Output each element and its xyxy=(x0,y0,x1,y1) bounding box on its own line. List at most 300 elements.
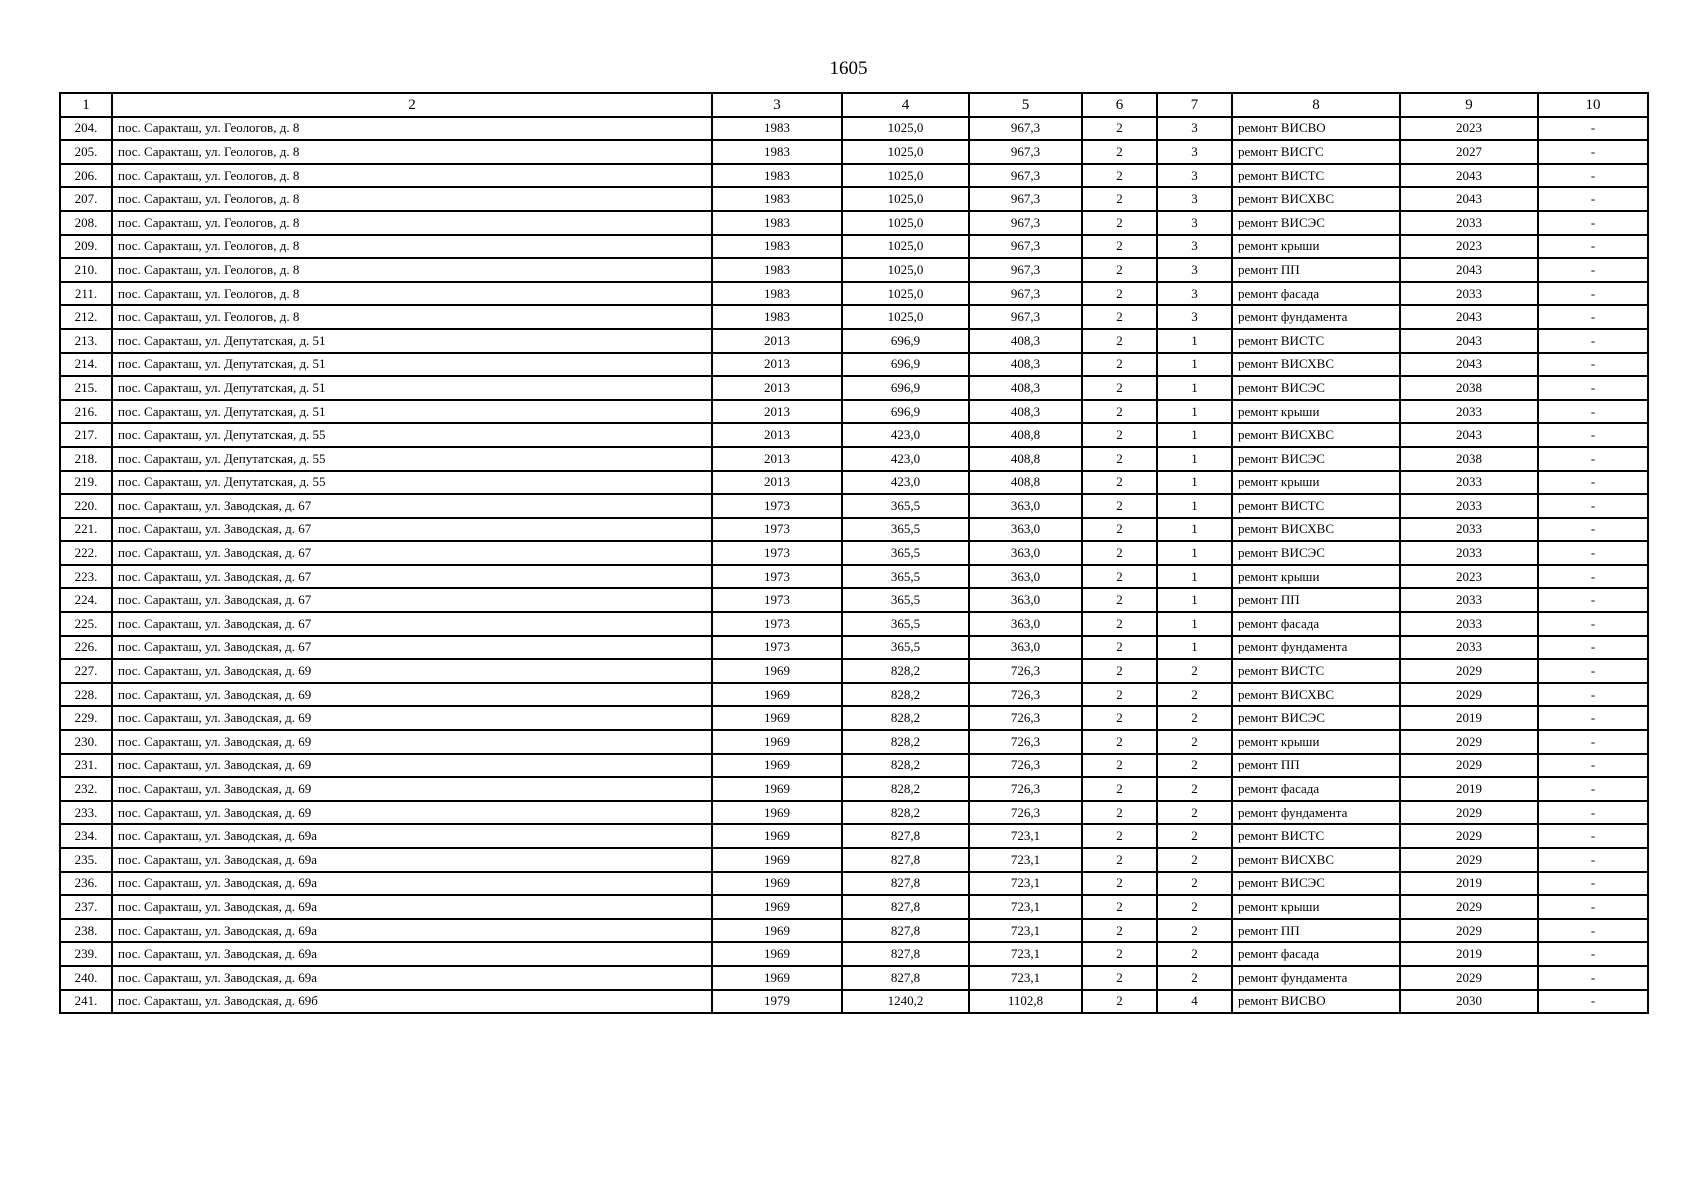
floors-cell: 2 xyxy=(1082,895,1157,919)
entrances-cell: 2 xyxy=(1157,659,1232,683)
row-number: 220. xyxy=(60,494,112,518)
plan-year-cell: 2033 xyxy=(1400,282,1538,306)
plan-year-cell: 2033 xyxy=(1400,211,1538,235)
entrances-cell: 3 xyxy=(1157,187,1232,211)
plan-year-cell: 2019 xyxy=(1400,777,1538,801)
total-area-cell: 1025,0 xyxy=(842,282,969,306)
floors-cell: 2 xyxy=(1082,471,1157,495)
address-cell: пос. Саракташ, ул. Заводская, д. 69 xyxy=(112,730,712,754)
row-number: 216. xyxy=(60,400,112,424)
floors-cell: 2 xyxy=(1082,376,1157,400)
entrances-cell: 3 xyxy=(1157,117,1232,141)
total-area-cell: 828,2 xyxy=(842,730,969,754)
total-area-cell: 423,0 xyxy=(842,423,969,447)
living-area-cell: 408,3 xyxy=(969,353,1082,377)
row-number: 215. xyxy=(60,376,112,400)
entrances-cell: 2 xyxy=(1157,966,1232,990)
address-cell: пос. Саракташ, ул. Заводская, д. 69а xyxy=(112,824,712,848)
note-cell: - xyxy=(1538,400,1648,424)
work-type-cell: ремонт крыши xyxy=(1232,730,1400,754)
entrances-cell: 1 xyxy=(1157,518,1232,542)
living-area-cell: 967,3 xyxy=(969,305,1082,329)
total-area-cell: 365,5 xyxy=(842,636,969,660)
column-header: 10 xyxy=(1538,93,1648,117)
plan-year-cell: 2043 xyxy=(1400,305,1538,329)
plan-year-cell: 2043 xyxy=(1400,164,1538,188)
entrances-cell: 1 xyxy=(1157,636,1232,660)
entrances-cell: 2 xyxy=(1157,683,1232,707)
plan-year-cell: 2019 xyxy=(1400,942,1538,966)
work-type-cell: ремонт ВИСЭС xyxy=(1232,872,1400,896)
row-number: 226. xyxy=(60,636,112,660)
year-cell: 1969 xyxy=(712,824,842,848)
table-row xyxy=(60,423,1648,447)
plan-year-cell: 2033 xyxy=(1400,400,1538,424)
plan-year-cell: 2033 xyxy=(1400,612,1538,636)
floors-cell: 2 xyxy=(1082,706,1157,730)
work-type-cell: ремонт ВИСЭС xyxy=(1232,211,1400,235)
floors-cell: 2 xyxy=(1082,659,1157,683)
total-area-cell: 827,8 xyxy=(842,919,969,943)
total-area-cell: 828,2 xyxy=(842,754,969,778)
total-area-cell: 365,5 xyxy=(842,565,969,589)
year-cell: 1983 xyxy=(712,164,842,188)
entrances-cell: 2 xyxy=(1157,730,1232,754)
work-type-cell: ремонт ВИСЭС xyxy=(1232,706,1400,730)
total-area-cell: 1025,0 xyxy=(842,258,969,282)
address-cell: пос. Саракташ, ул. Заводская, д. 67 xyxy=(112,588,712,612)
year-cell: 1983 xyxy=(712,117,842,141)
table-row xyxy=(60,612,1648,636)
total-area-cell: 423,0 xyxy=(842,471,969,495)
address-cell: пос. Саракташ, ул. Заводская, д. 67 xyxy=(112,541,712,565)
note-cell: - xyxy=(1538,612,1648,636)
living-area-cell: 967,3 xyxy=(969,164,1082,188)
address-cell: пос. Саракташ, ул. Заводская, д. 69а xyxy=(112,966,712,990)
entrances-cell: 2 xyxy=(1157,824,1232,848)
address-cell: пос. Саракташ, ул. Депутатская, д. 55 xyxy=(112,471,712,495)
floors-cell: 2 xyxy=(1082,117,1157,141)
total-area-cell: 1025,0 xyxy=(842,305,969,329)
row-number: 212. xyxy=(60,305,112,329)
floors-cell: 2 xyxy=(1082,258,1157,282)
table-header-row xyxy=(60,93,1648,117)
work-type-cell: ремонт фундамента xyxy=(1232,636,1400,660)
note-cell: - xyxy=(1538,777,1648,801)
living-area-cell: 726,3 xyxy=(969,754,1082,778)
note-cell: - xyxy=(1538,423,1648,447)
entrances-cell: 2 xyxy=(1157,754,1232,778)
plan-year-cell: 2038 xyxy=(1400,447,1538,471)
year-cell: 1969 xyxy=(712,966,842,990)
work-type-cell: ремонт фасада xyxy=(1232,942,1400,966)
table-row xyxy=(60,518,1648,542)
work-type-cell: ремонт ВИСХВС xyxy=(1232,683,1400,707)
plan-year-cell: 2043 xyxy=(1400,258,1538,282)
note-cell: - xyxy=(1538,353,1648,377)
year-cell: 2013 xyxy=(712,329,842,353)
living-area-cell: 723,1 xyxy=(969,966,1082,990)
table-row xyxy=(60,258,1648,282)
year-cell: 2013 xyxy=(712,400,842,424)
address-cell: пос. Саракташ, ул. Геологов, д. 8 xyxy=(112,235,712,259)
total-area-cell: 827,8 xyxy=(842,824,969,848)
note-cell: - xyxy=(1538,518,1648,542)
living-area-cell: 723,1 xyxy=(969,848,1082,872)
note-cell: - xyxy=(1538,966,1648,990)
work-type-cell: ремонт ВИСХВС xyxy=(1232,518,1400,542)
row-number: 229. xyxy=(60,706,112,730)
floors-cell: 2 xyxy=(1082,353,1157,377)
floors-cell: 2 xyxy=(1082,235,1157,259)
work-type-cell: ремонт фасада xyxy=(1232,282,1400,306)
living-area-cell: 363,0 xyxy=(969,612,1082,636)
note-cell: - xyxy=(1538,235,1648,259)
floors-cell: 2 xyxy=(1082,754,1157,778)
table-row xyxy=(60,588,1648,612)
total-area-cell: 1025,0 xyxy=(842,117,969,141)
plan-year-cell: 2030 xyxy=(1400,990,1538,1014)
address-cell: пос. Саракташ, ул. Депутатская, д. 55 xyxy=(112,423,712,447)
plan-year-cell: 2043 xyxy=(1400,423,1538,447)
table-row xyxy=(60,329,1648,353)
row-number: 237. xyxy=(60,895,112,919)
floors-cell: 2 xyxy=(1082,447,1157,471)
year-cell: 1983 xyxy=(712,305,842,329)
plan-year-cell: 2043 xyxy=(1400,329,1538,353)
floors-cell: 2 xyxy=(1082,588,1157,612)
year-cell: 2013 xyxy=(712,471,842,495)
year-cell: 1969 xyxy=(712,683,842,707)
work-type-cell: ремонт ПП xyxy=(1232,919,1400,943)
note-cell: - xyxy=(1538,140,1648,164)
table-row xyxy=(60,730,1648,754)
total-area-cell: 1025,0 xyxy=(842,164,969,188)
living-area-cell: 363,0 xyxy=(969,565,1082,589)
table-row xyxy=(60,164,1648,188)
floors-cell: 2 xyxy=(1082,187,1157,211)
work-type-cell: ремонт ВИСТС xyxy=(1232,164,1400,188)
work-type-cell: ремонт ВИСХВС xyxy=(1232,187,1400,211)
note-cell: - xyxy=(1538,329,1648,353)
work-type-cell: ремонт ПП xyxy=(1232,754,1400,778)
entrances-cell: 1 xyxy=(1157,400,1232,424)
address-cell: пос. Саракташ, ул. Заводская, д. 69а xyxy=(112,872,712,896)
living-area-cell: 723,1 xyxy=(969,942,1082,966)
living-area-cell: 726,3 xyxy=(969,659,1082,683)
living-area-cell: 726,3 xyxy=(969,730,1082,754)
floors-cell: 2 xyxy=(1082,683,1157,707)
table-row xyxy=(60,966,1648,990)
note-cell: - xyxy=(1538,706,1648,730)
plan-year-cell: 2033 xyxy=(1400,541,1538,565)
table-row xyxy=(60,848,1648,872)
row-number: 221. xyxy=(60,518,112,542)
table-row xyxy=(60,471,1648,495)
address-cell: пос. Саракташ, ул. Заводская, д. 69а xyxy=(112,919,712,943)
table-row xyxy=(60,919,1648,943)
total-area-cell: 696,9 xyxy=(842,376,969,400)
row-number: 224. xyxy=(60,588,112,612)
plan-year-cell: 2029 xyxy=(1400,801,1538,825)
year-cell: 2013 xyxy=(712,423,842,447)
work-type-cell: ремонт ВИСТС xyxy=(1232,824,1400,848)
living-area-cell: 408,8 xyxy=(969,423,1082,447)
address-cell: пос. Саракташ, ул. Заводская, д. 69 xyxy=(112,801,712,825)
floors-cell: 2 xyxy=(1082,777,1157,801)
table-row xyxy=(60,942,1648,966)
plan-year-cell: 2023 xyxy=(1400,565,1538,589)
row-number: 210. xyxy=(60,258,112,282)
plan-year-cell: 2029 xyxy=(1400,683,1538,707)
total-area-cell: 828,2 xyxy=(842,777,969,801)
note-cell: - xyxy=(1538,919,1648,943)
address-cell: пос. Саракташ, ул. Заводская, д. 67 xyxy=(112,565,712,589)
plan-year-cell: 2033 xyxy=(1400,588,1538,612)
floors-cell: 2 xyxy=(1082,636,1157,660)
table-row xyxy=(60,824,1648,848)
year-cell: 1973 xyxy=(712,612,842,636)
table-row xyxy=(60,777,1648,801)
row-number: 206. xyxy=(60,164,112,188)
entrances-cell: 1 xyxy=(1157,612,1232,636)
living-area-cell: 726,3 xyxy=(969,777,1082,801)
column-header: 5 xyxy=(969,93,1082,117)
row-number: 233. xyxy=(60,801,112,825)
row-number: 214. xyxy=(60,353,112,377)
note-cell: - xyxy=(1538,636,1648,660)
floors-cell: 2 xyxy=(1082,518,1157,542)
note-cell: - xyxy=(1538,305,1648,329)
table-row xyxy=(60,117,1648,141)
work-type-cell: ремонт ВИСЭС xyxy=(1232,541,1400,565)
floors-cell: 2 xyxy=(1082,400,1157,424)
row-number: 228. xyxy=(60,683,112,707)
work-type-cell: ремонт ВИСТС xyxy=(1232,329,1400,353)
entrances-cell: 2 xyxy=(1157,801,1232,825)
note-cell: - xyxy=(1538,588,1648,612)
note-cell: - xyxy=(1538,471,1648,495)
row-number: 232. xyxy=(60,777,112,801)
total-area-cell: 1240,2 xyxy=(842,990,969,1014)
total-area-cell: 423,0 xyxy=(842,447,969,471)
year-cell: 1973 xyxy=(712,565,842,589)
work-type-cell: ремонт фасада xyxy=(1232,612,1400,636)
living-area-cell: 408,3 xyxy=(969,400,1082,424)
column-header: 7 xyxy=(1157,93,1232,117)
work-type-cell: ремонт фасада xyxy=(1232,777,1400,801)
living-area-cell: 408,8 xyxy=(969,471,1082,495)
year-cell: 1969 xyxy=(712,706,842,730)
work-type-cell: ремонт крыши xyxy=(1232,400,1400,424)
table-row xyxy=(60,140,1648,164)
note-cell: - xyxy=(1538,754,1648,778)
table-row xyxy=(60,541,1648,565)
note-cell: - xyxy=(1538,164,1648,188)
row-number: 218. xyxy=(60,447,112,471)
table-row xyxy=(60,565,1648,589)
living-area-cell: 726,3 xyxy=(969,683,1082,707)
living-area-cell: 967,3 xyxy=(969,140,1082,164)
total-area-cell: 827,8 xyxy=(842,966,969,990)
address-cell: пос. Саракташ, ул. Депутатская, д. 51 xyxy=(112,329,712,353)
living-area-cell: 363,0 xyxy=(969,636,1082,660)
floors-cell: 2 xyxy=(1082,919,1157,943)
work-type-cell: ремонт фундамента xyxy=(1232,801,1400,825)
total-area-cell: 1025,0 xyxy=(842,140,969,164)
living-area-cell: 726,3 xyxy=(969,801,1082,825)
table-row xyxy=(60,659,1648,683)
work-type-cell: ремонт ВИСВО xyxy=(1232,990,1400,1014)
living-area-cell: 408,3 xyxy=(969,329,1082,353)
note-cell: - xyxy=(1538,895,1648,919)
plan-year-cell: 2033 xyxy=(1400,494,1538,518)
total-area-cell: 365,5 xyxy=(842,612,969,636)
floors-cell: 2 xyxy=(1082,329,1157,353)
living-area-cell: 363,0 xyxy=(969,494,1082,518)
living-area-cell: 967,3 xyxy=(969,187,1082,211)
year-cell: 2013 xyxy=(712,353,842,377)
work-type-cell: ремонт ВИСЭС xyxy=(1232,376,1400,400)
note-cell: - xyxy=(1538,872,1648,896)
plan-year-cell: 2033 xyxy=(1400,636,1538,660)
total-area-cell: 365,5 xyxy=(842,541,969,565)
table-row xyxy=(60,305,1648,329)
living-area-cell: 723,1 xyxy=(969,824,1082,848)
row-number: 231. xyxy=(60,754,112,778)
row-number: 240. xyxy=(60,966,112,990)
entrances-cell: 2 xyxy=(1157,872,1232,896)
total-area-cell: 696,9 xyxy=(842,329,969,353)
table-row xyxy=(60,494,1648,518)
entrances-cell: 2 xyxy=(1157,848,1232,872)
living-area-cell: 408,3 xyxy=(969,376,1082,400)
plan-year-cell: 2029 xyxy=(1400,659,1538,683)
note-cell: - xyxy=(1538,117,1648,141)
floors-cell: 2 xyxy=(1082,211,1157,235)
plan-year-cell: 2029 xyxy=(1400,730,1538,754)
entrances-cell: 1 xyxy=(1157,471,1232,495)
living-area-cell: 723,1 xyxy=(969,872,1082,896)
address-cell: пос. Саракташ, ул. Заводская, д. 69б xyxy=(112,990,712,1014)
note-cell: - xyxy=(1538,730,1648,754)
work-type-cell: ремонт ВИСТС xyxy=(1232,494,1400,518)
total-area-cell: 827,8 xyxy=(842,848,969,872)
address-cell: пос. Саракташ, ул. Депутатская, д. 51 xyxy=(112,353,712,377)
plan-year-cell: 2019 xyxy=(1400,872,1538,896)
total-area-cell: 828,2 xyxy=(842,706,969,730)
address-cell: пос. Саракташ, ул. Заводская, д. 69 xyxy=(112,777,712,801)
row-number: 222. xyxy=(60,541,112,565)
living-area-cell: 967,3 xyxy=(969,211,1082,235)
entrances-cell: 4 xyxy=(1157,990,1232,1014)
column-header: 3 xyxy=(712,93,842,117)
table-row xyxy=(60,376,1648,400)
note-cell: - xyxy=(1538,376,1648,400)
work-type-cell: ремонт крыши xyxy=(1232,565,1400,589)
floors-cell: 2 xyxy=(1082,423,1157,447)
address-cell: пос. Саракташ, ул. Геологов, д. 8 xyxy=(112,282,712,306)
note-cell: - xyxy=(1538,187,1648,211)
living-area-cell: 967,3 xyxy=(969,117,1082,141)
column-header: 2 xyxy=(112,93,712,117)
table-row xyxy=(60,706,1648,730)
note-cell: - xyxy=(1538,258,1648,282)
living-area-cell: 723,1 xyxy=(969,919,1082,943)
work-type-cell: ремонт крыши xyxy=(1232,471,1400,495)
plan-year-cell: 2033 xyxy=(1400,471,1538,495)
year-cell: 1983 xyxy=(712,282,842,306)
address-cell: пос. Саракташ, ул. Заводская, д. 69 xyxy=(112,659,712,683)
row-number: 235. xyxy=(60,848,112,872)
entrances-cell: 3 xyxy=(1157,211,1232,235)
living-area-cell: 363,0 xyxy=(969,588,1082,612)
floors-cell: 2 xyxy=(1082,872,1157,896)
living-area-cell: 723,1 xyxy=(969,895,1082,919)
address-cell: пос. Саракташ, ул. Заводская, д. 69 xyxy=(112,683,712,707)
row-number: 205. xyxy=(60,140,112,164)
entrances-cell: 2 xyxy=(1157,895,1232,919)
work-type-cell: ремонт крыши xyxy=(1232,895,1400,919)
plan-year-cell: 2029 xyxy=(1400,824,1538,848)
year-cell: 1979 xyxy=(712,990,842,1014)
table-row xyxy=(60,282,1648,306)
floors-cell: 2 xyxy=(1082,990,1157,1014)
row-number: 208. xyxy=(60,211,112,235)
address-cell: пос. Саракташ, ул. Заводская, д. 69а xyxy=(112,942,712,966)
year-cell: 1969 xyxy=(712,848,842,872)
work-type-cell: ремонт фундамента xyxy=(1232,966,1400,990)
table-row xyxy=(60,683,1648,707)
note-cell: - xyxy=(1538,211,1648,235)
entrances-cell: 1 xyxy=(1157,353,1232,377)
total-area-cell: 696,9 xyxy=(842,400,969,424)
work-type-cell: ремонт ВИСВО xyxy=(1232,117,1400,141)
table-body xyxy=(60,93,1648,1013)
floors-cell: 2 xyxy=(1082,541,1157,565)
address-cell: пос. Саракташ, ул. Геологов, д. 8 xyxy=(112,187,712,211)
entrances-cell: 3 xyxy=(1157,235,1232,259)
floors-cell: 2 xyxy=(1082,305,1157,329)
note-cell: - xyxy=(1538,282,1648,306)
entrances-cell: 3 xyxy=(1157,164,1232,188)
address-cell: пос. Саракташ, ул. Заводская, д. 67 xyxy=(112,494,712,518)
table-row xyxy=(60,400,1648,424)
year-cell: 1973 xyxy=(712,541,842,565)
note-cell: - xyxy=(1538,541,1648,565)
entrances-cell: 2 xyxy=(1157,919,1232,943)
row-number: 217. xyxy=(60,423,112,447)
row-number: 236. xyxy=(60,872,112,896)
year-cell: 1969 xyxy=(712,919,842,943)
column-header: 8 xyxy=(1232,93,1400,117)
total-area-cell: 827,8 xyxy=(842,895,969,919)
work-type-cell: ремонт ВИСХВС xyxy=(1232,423,1400,447)
note-cell: - xyxy=(1538,565,1648,589)
year-cell: 2013 xyxy=(712,447,842,471)
year-cell: 1969 xyxy=(712,942,842,966)
note-cell: - xyxy=(1538,683,1648,707)
total-area-cell: 828,2 xyxy=(842,801,969,825)
address-cell: пос. Саракташ, ул. Геологов, д. 8 xyxy=(112,117,712,141)
row-number: 219. xyxy=(60,471,112,495)
entrances-cell: 2 xyxy=(1157,777,1232,801)
total-area-cell: 365,5 xyxy=(842,588,969,612)
living-area-cell: 726,3 xyxy=(969,706,1082,730)
entrances-cell: 1 xyxy=(1157,329,1232,353)
living-area-cell: 967,3 xyxy=(969,258,1082,282)
work-type-cell: ремонт ВИСТС xyxy=(1232,659,1400,683)
